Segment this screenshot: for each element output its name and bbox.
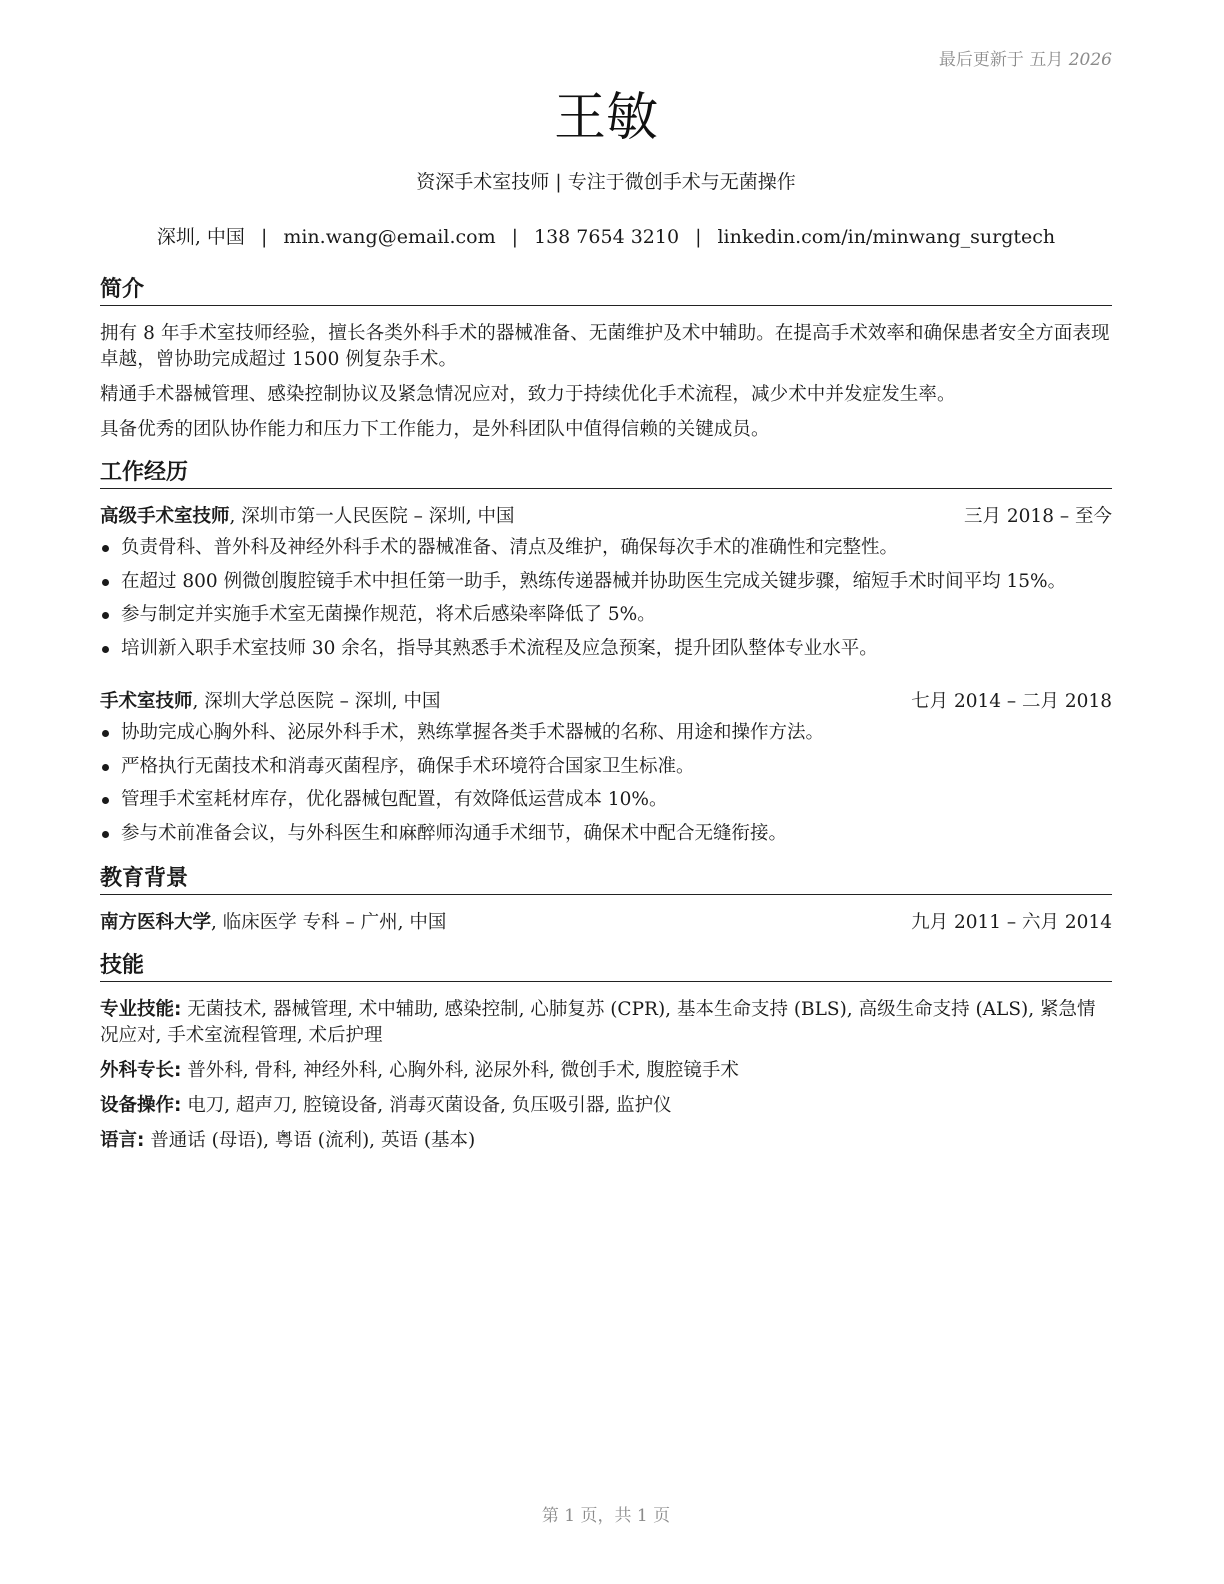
job-org: , 深圳大学总医院 – 深圳, 中国 (192, 691, 441, 712)
section-title-skills: 技能 (100, 952, 1112, 982)
job-dates: 七月 2014 – 二月 2018 (911, 691, 1112, 712)
job-org: , 深圳市第一人民医院 – 深圳, 中国 (229, 506, 515, 527)
skill-line (100, 1128, 1112, 1154)
contact-location: 深圳, 中国 (156, 226, 245, 248)
list-item: 协助完成心胸外科、泌尿外科手术，熟练掌握各类手术器械的名称、用途和操作方法。 (100, 720, 1112, 746)
education-entry (100, 910, 1112, 936)
section-title-experience: 工作经历 (100, 459, 1112, 489)
summary-paragraph: 拥有 8 年手术室技师经验，擅长各类外科手术的器械准备、无菌维护及术中辅助。在提高手术效率和确保患者安全方面表现卓越，曾协助完成超过 1500 例复杂手术。 (100, 323, 1110, 370)
contact-line (100, 224, 1112, 250)
contact-phone[interactable]: 138 7654 3210 (534, 226, 680, 248)
list-item: 培训新入职手术室技师 30 余名，指导其熟悉手术流程及应急预案，提升团队整体专业水平。 (100, 636, 1112, 662)
list-item: 参与术前准备会议，与外科医生和麻醉师沟通手术细节，确保术中配合无缝衔接。 (100, 821, 1112, 847)
last-updated-year: 2026 (1068, 50, 1112, 70)
job-role: 手术室技师 (100, 691, 193, 712)
list-item: 严格执行无菌技术和消毒灭菌程序，确保手术环境符合国家卫生标准。 (100, 754, 1112, 780)
list-item: 参与制定并实施手术室无菌操作规范，将术后感染率降低了 5%。 (100, 602, 1112, 628)
skill-label: 设备操作: (100, 1095, 182, 1116)
job-header (100, 504, 1112, 530)
education-dates: 九月 2011 – 六月 2014 (911, 912, 1112, 933)
resume-page (100, 0, 1112, 1584)
education-detail: , 临床医学 专科 – 广州, 中国 (211, 912, 447, 933)
skill-value: 电刀, 超声刀, 腔镜设备, 消毒灭菌设备, 负压吸引器, 监护仪 (181, 1095, 672, 1116)
last-updated-label: 最后更新于 五月 (938, 50, 1064, 70)
section-title-summary: 简介 (100, 276, 1112, 306)
job-bullets (100, 535, 1112, 669)
skill-value: 无菌技术, 器械管理, 术中辅助, 感染控制, 心肺复苏 (CPR), 基本生命支持 (BLS), 高级生命支持 (ALS), 紧急情况应对, 手术室流程管理, 术后护理 (100, 999, 1096, 1046)
skill-label: 语言: (100, 1130, 145, 1151)
skill-line (100, 997, 1112, 1049)
contact-linkedin[interactable]: linkedin.com/in/minwang_surgtech (717, 226, 1056, 248)
skill-line (100, 1058, 1112, 1084)
summary-paragraph: 具备优秀的团队协作能力和压力下工作能力，是外科团队中值得信赖的关键成员。 (100, 419, 770, 440)
job-role: 高级手术室技师 (100, 506, 230, 527)
skill-label: 专业技能: (100, 999, 182, 1020)
candidate-name: 王敏 (553, 88, 658, 148)
list-item: 负责骨科、普外科及神经外科手术的器械准备、清点及维护，确保每次手术的准确性和完整性。 (100, 535, 1112, 561)
job-dates: 三月 2018 – 至今 (964, 506, 1112, 527)
contact-separator: | (511, 226, 518, 248)
contact-separator: | (260, 226, 268, 248)
job-header (100, 689, 1112, 715)
last-updated (939, 45, 1112, 70)
skill-value: 普外科, 骨科, 神经外科, 心胸外科, 泌尿外科, 微创手术, 腹腔镜手术 (181, 1060, 739, 1081)
skill-label: 外科专长: (100, 1060, 182, 1081)
job-title-line (100, 504, 515, 530)
education-line (100, 910, 446, 936)
job-bullets (100, 720, 1112, 854)
skill-line (100, 1093, 1112, 1119)
list-item: 管理手术室耗材库存，优化器械包配置，有效降低运营成本 10%。 (100, 787, 1112, 813)
education-school: 南方医科大学 (100, 912, 212, 933)
list-item: 在超过 800 例微创腹腔镜手术中担任第一助手，熟练传递器械并协助医生完成关键步骤，缩短手术时间平均 15%。 (100, 569, 1112, 595)
contact-email[interactable]: min.wang@email.com (283, 226, 496, 248)
page-number: 第 1 页，共 1 页 (541, 1506, 671, 1526)
summary-paragraph: 精通手术器械管理、感染控制协议及紧急情况应对，致力于持续优化手术流程，减少术中并发症发生率。 (100, 384, 956, 405)
section-title-education: 教育背景 (100, 865, 1112, 895)
skill-value: 普通话 (母语), 粤语 (流利), 英语 (基本) (144, 1130, 476, 1151)
headline: 资深手术室技师 | 专注于微创手术与无菌操作 (416, 171, 796, 193)
job-title-line (100, 689, 441, 715)
contact-separator: | (695, 226, 702, 248)
